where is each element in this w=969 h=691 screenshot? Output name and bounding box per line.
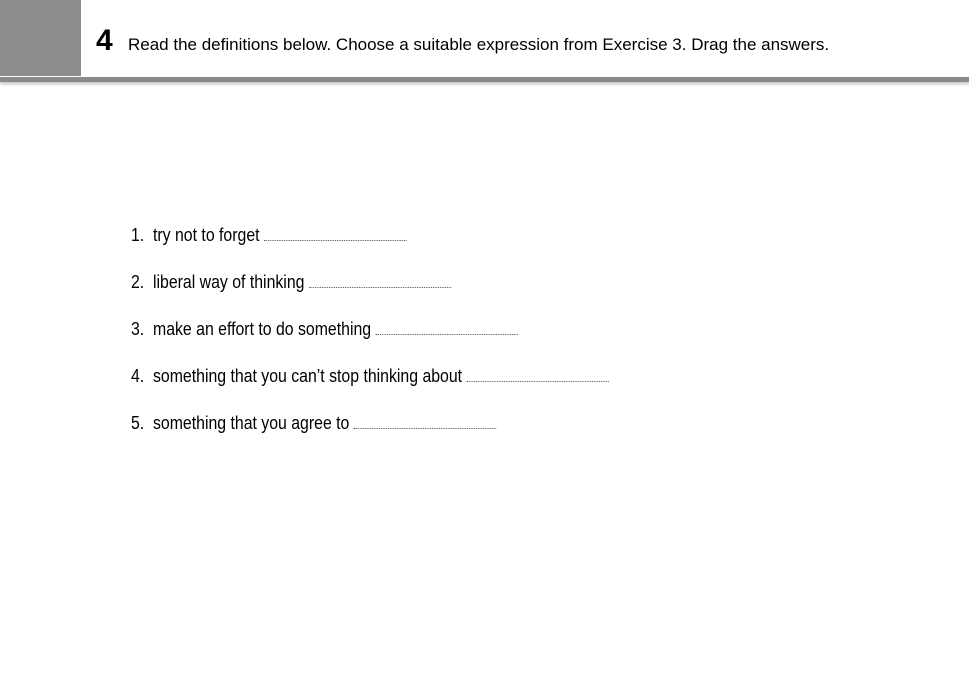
- definition-item-4: [131, 364, 609, 411]
- definition-item-3: [131, 317, 609, 364]
- item-number: 3.: [131, 319, 145, 339]
- answer-drop-slot-3[interactable]: [375, 320, 518, 335]
- definition-item-2: [131, 270, 609, 317]
- definition-text: make an effort to do something: [153, 319, 372, 339]
- definition-text: try not to forget: [153, 225, 260, 245]
- answer-drop-slot-4[interactable]: [466, 367, 609, 382]
- definition-text: liberal way of thinking: [153, 272, 305, 292]
- answer-drop-slot-2[interactable]: [309, 273, 452, 288]
- item-number: 2.: [131, 272, 145, 292]
- definition-item-5: [131, 411, 609, 458]
- item-number: 5.: [131, 413, 145, 433]
- definition-item-1: [131, 223, 609, 270]
- exercise-instruction: Read the definitions below. Choose a suitable expression from Exercise 3. Drag the answers.: [128, 35, 830, 54]
- header-divider: [0, 77, 969, 82]
- definitions-list: [131, 223, 674, 458]
- header-color-block: [0, 0, 81, 76]
- definition-text: something that you agree to: [153, 413, 350, 433]
- exercise-number: 4: [96, 24, 113, 57]
- item-number: 4.: [131, 366, 145, 386]
- answer-drop-slot-5[interactable]: [354, 414, 497, 429]
- item-number: 1.: [131, 225, 145, 245]
- definition-text: something that you can’t stop thinking about: [153, 366, 463, 386]
- exercise-header: [0, 0, 969, 84]
- answer-drop-slot-1[interactable]: [264, 226, 407, 241]
